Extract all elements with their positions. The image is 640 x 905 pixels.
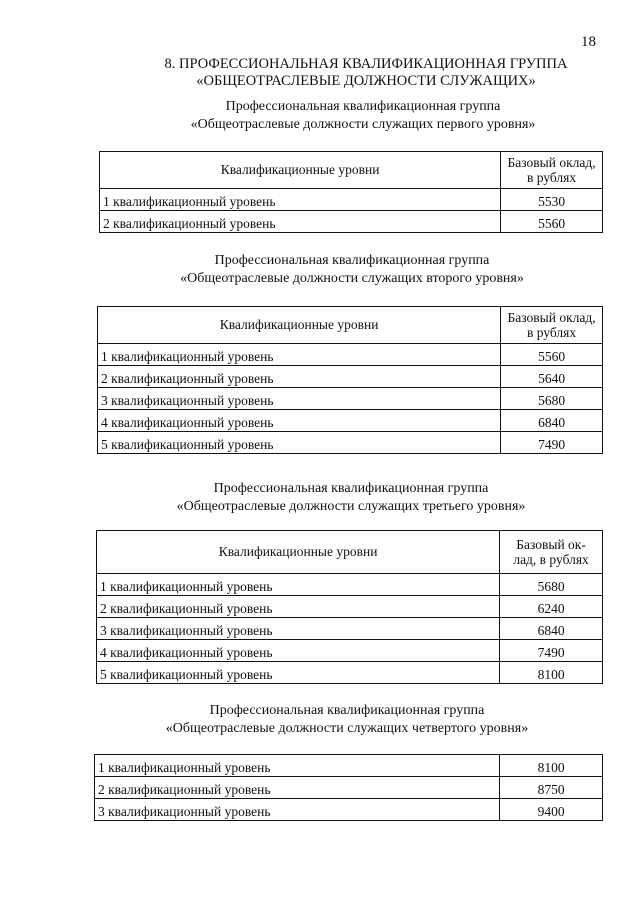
table-header-row (97, 531, 603, 574)
section-heading (0, 252, 640, 288)
section-heading-line: «Общеотраслевые должности служащих второго уровня» (180, 271, 524, 286)
salary-cell: 5680 (501, 388, 603, 410)
level-cell: 1 квалификационный уровень (98, 344, 501, 366)
table-row (97, 662, 603, 684)
salary-cell: 5680 (500, 574, 603, 596)
salary-cell: 7490 (500, 640, 603, 662)
salary-table (97, 306, 603, 454)
column-header-line: Базовый оклад, (507, 155, 596, 170)
section-heading-line: Профессиональная квалификационная группа (213, 481, 489, 496)
level-cell: 5 квалификационный уровень (97, 662, 500, 684)
level-cell: 5 квалификационный уровень (98, 432, 501, 454)
salary-cell: 8100 (500, 755, 603, 777)
section-second-level (0, 252, 640, 452)
table-row (100, 189, 603, 211)
salary-cell: 8750 (500, 777, 603, 799)
salary-cell: 6840 (501, 410, 603, 432)
salary-cell: 5560 (501, 211, 603, 233)
table-row (97, 618, 603, 640)
table-row (98, 344, 603, 366)
section-first-level (0, 98, 640, 231)
salary-cell: 5530 (501, 189, 603, 211)
column-header-line: лад, в рублях (513, 552, 589, 567)
salary-cell: 5640 (501, 366, 603, 388)
column-header-level: Квалификационные уровни (98, 307, 501, 344)
salary-cell: 6240 (500, 596, 603, 618)
column-header-level: Квалификационные уровни (97, 531, 500, 574)
section-heading-line: «Общеотраслевые должности служащих третьего уровня» (176, 499, 526, 514)
column-header-line: в рублях (527, 170, 577, 185)
column-header-salary (501, 307, 603, 344)
salary-table (99, 151, 603, 233)
section-heading (0, 98, 640, 134)
section-fourth-level (0, 702, 640, 819)
salary-cell: 6840 (500, 618, 603, 640)
level-cell: 3 квалификационный уровень (95, 799, 500, 821)
section-heading (0, 480, 640, 516)
salary-cell: 9400 (500, 799, 603, 821)
table-row (98, 366, 603, 388)
column-header-salary (501, 152, 603, 189)
level-cell: 2 квалификационный уровень (97, 596, 500, 618)
column-header-level: Квалификационные уровни (100, 152, 501, 189)
level-cell: 2 квалификационный уровень (98, 366, 501, 388)
salary-cell: 5560 (501, 344, 603, 366)
level-cell: 2 квалификационный уровень (95, 777, 500, 799)
salary-table (94, 754, 603, 821)
column-header-line: Базовый оклад, (507, 310, 596, 325)
level-cell: 1 квалификационный уровень (100, 189, 501, 211)
table-row (97, 640, 603, 662)
level-cell: 1 квалификационный уровень (97, 574, 500, 596)
table-row (97, 574, 603, 596)
level-cell: 2 квалификационный уровень (100, 211, 501, 233)
section-heading-line: Профессиональная квалификационная группа (225, 99, 501, 114)
table-row (98, 432, 603, 454)
table-header-row (98, 307, 603, 344)
level-cell: 3 квалификационный уровень (97, 618, 500, 640)
section-heading (0, 702, 640, 738)
document-title (96, 56, 636, 90)
level-cell: 4 квалификационный уровень (97, 640, 500, 662)
section-heading-line: «Общеотраслевые должности служащих первого уровня» (190, 117, 536, 132)
table-row (95, 777, 603, 799)
table-row (97, 596, 603, 618)
section-heading-line: «Общеотраслевые должности служащих четвертого уровня» (165, 721, 529, 736)
salary-cell: 8100 (500, 662, 603, 684)
table-row (95, 755, 603, 777)
table-header-row (100, 152, 603, 189)
salary-cell: 7490 (501, 432, 603, 454)
level-cell: 3 квалификационный уровень (98, 388, 501, 410)
table-row (98, 388, 603, 410)
document-title-line: 8. ПРОФЕССИОНАЛЬНАЯ КВАЛИФИКАЦИОННАЯ ГРУППА (164, 56, 568, 72)
salary-table (96, 530, 603, 684)
page-number: 18 (581, 34, 596, 50)
section-heading-line: Профессиональная квалификационная группа (214, 253, 490, 268)
column-header-line: Базовый ок- (516, 537, 586, 552)
table-row (98, 410, 603, 432)
section-heading-line: Профессиональная квалификационная группа (209, 703, 485, 718)
level-cell: 4 квалификационный уровень (98, 410, 501, 432)
document-title-line: «ОБЩЕОТРАСЛЕВЫЕ ДОЛЖНОСТИ СЛУЖАЩИХ» (196, 73, 536, 89)
table-row (100, 211, 603, 233)
column-header-salary (500, 531, 603, 574)
level-cell: 1 квалификационный уровень (95, 755, 500, 777)
column-header-line: в рублях (527, 325, 577, 340)
section-third-level (0, 480, 640, 682)
table-row (95, 799, 603, 821)
